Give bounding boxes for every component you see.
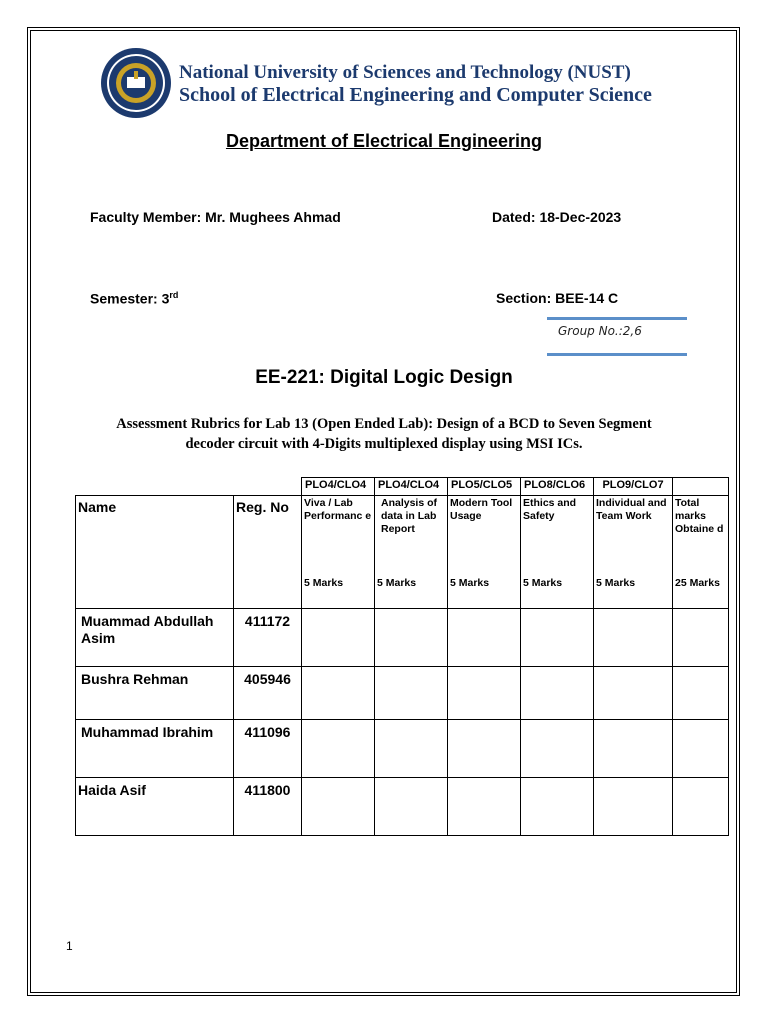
student-reg: 411096 — [234, 720, 302, 778]
student-reg: 411800 — [234, 778, 302, 836]
group-top-line — [547, 317, 687, 320]
rubric-title — [90, 414, 678, 454]
mark-cell — [521, 720, 594, 778]
table-row — [76, 720, 729, 778]
table-row — [76, 609, 729, 667]
mark-cell — [594, 720, 673, 778]
page-number: 1 — [66, 939, 73, 953]
department-title: Department of Electrical Engineering — [225, 131, 543, 151]
semester-label: Semester: 3 — [90, 290, 170, 307]
table-row — [76, 667, 729, 720]
criteria-marks: 5 Marks — [304, 577, 344, 589]
student-reg: 405946 — [234, 667, 302, 720]
criteria-label: Modern Tool Usage — [450, 497, 513, 522]
criteria-header — [521, 496, 594, 609]
criteria-label: Individual and Team Work — [596, 497, 667, 522]
mark-cell — [673, 609, 729, 667]
criteria-label: Viva / Lab Performanc e — [304, 497, 372, 522]
criteria-header — [594, 496, 673, 609]
student-reg: 411172 — [234, 609, 302, 667]
university-heading — [179, 62, 652, 106]
course-title: EE-221: Digital Logic Design — [255, 367, 513, 388]
plo-cell: PLO4/CLO4 — [302, 478, 375, 496]
mark-cell — [448, 778, 521, 836]
mark-cell — [375, 667, 448, 720]
criteria-label: Analysis of data in Lab Report — [381, 497, 438, 535]
plo-header-row — [301, 477, 729, 496]
mark-cell — [375, 778, 448, 836]
criteria-marks: 25 Marks — [675, 577, 720, 589]
mark-cell — [673, 667, 729, 720]
criteria-header — [375, 496, 448, 609]
reg-column-header: Reg. No — [234, 496, 302, 609]
table-header-row — [76, 496, 729, 609]
mark-cell — [375, 609, 448, 667]
plo-cell-empty — [673, 478, 729, 496]
student-name: Haida Asif — [76, 778, 234, 836]
nust-logo — [100, 47, 172, 119]
plo-cell: PLO9/CLO7 — [594, 478, 673, 496]
date: Dated: 18-Dec-2023 — [492, 209, 622, 225]
group-number: Group No.:2,6 — [558, 324, 642, 338]
name-column-header: Name — [76, 496, 234, 609]
plo-cell: PLO5/CLO5 — [448, 478, 521, 496]
mark-cell — [302, 720, 375, 778]
semester — [90, 290, 178, 307]
mark-cell — [448, 720, 521, 778]
criteria-marks: 5 Marks — [596, 577, 636, 589]
criteria-label: Ethics and Safety — [523, 497, 577, 522]
rubric-table — [75, 495, 729, 836]
mark-cell — [448, 667, 521, 720]
criteria-marks: 5 Marks — [450, 577, 490, 589]
mark-cell — [673, 720, 729, 778]
rubric-title-line-2: decoder circuit with 4-Digits multiplexed display using MSI ICs. — [185, 436, 583, 452]
mark-cell — [521, 609, 594, 667]
group-bottom-line — [547, 353, 687, 356]
student-name: Bushra Rehman — [76, 667, 234, 720]
mark-cell — [521, 778, 594, 836]
student-name: Muhammad Ibrahim — [76, 720, 234, 778]
semester-suffix: rd — [169, 290, 179, 300]
section: Section: BEE-14 C — [496, 290, 619, 306]
criteria-header — [448, 496, 521, 609]
criteria-marks: 5 Marks — [377, 577, 417, 589]
mark-cell — [302, 609, 375, 667]
criteria-header — [673, 496, 729, 609]
mark-cell — [302, 778, 375, 836]
mark-cell — [594, 667, 673, 720]
student-name: Muammad Abdullah Asim — [76, 609, 234, 667]
criteria-marks: 5 Marks — [523, 577, 563, 589]
mark-cell — [302, 667, 375, 720]
mark-cell — [594, 609, 673, 667]
mark-cell — [521, 667, 594, 720]
table-row — [76, 778, 729, 836]
criteria-header — [302, 496, 375, 609]
rubric-title-line-1: Assessment Rubrics for Lab 13 (Open Ended Lab): Design of a BCD to Seven Segment — [116, 416, 652, 432]
mark-cell — [448, 609, 521, 667]
school-name: School of Electrical Engineering and Computer Science — [179, 84, 652, 106]
university-name: National University of Sciences and Technology (NUST) — [179, 62, 631, 83]
criteria-label: Total marks Obtaine d — [675, 497, 724, 535]
mark-cell — [375, 720, 448, 778]
mark-cell — [673, 778, 729, 836]
plo-cell: PLO4/CLO4 — [375, 478, 448, 496]
plo-cell: PLO8/CLO6 — [521, 478, 594, 496]
mark-cell — [594, 778, 673, 836]
faculty-member: Faculty Member: Mr. Mughees Ahmad — [90, 209, 341, 225]
